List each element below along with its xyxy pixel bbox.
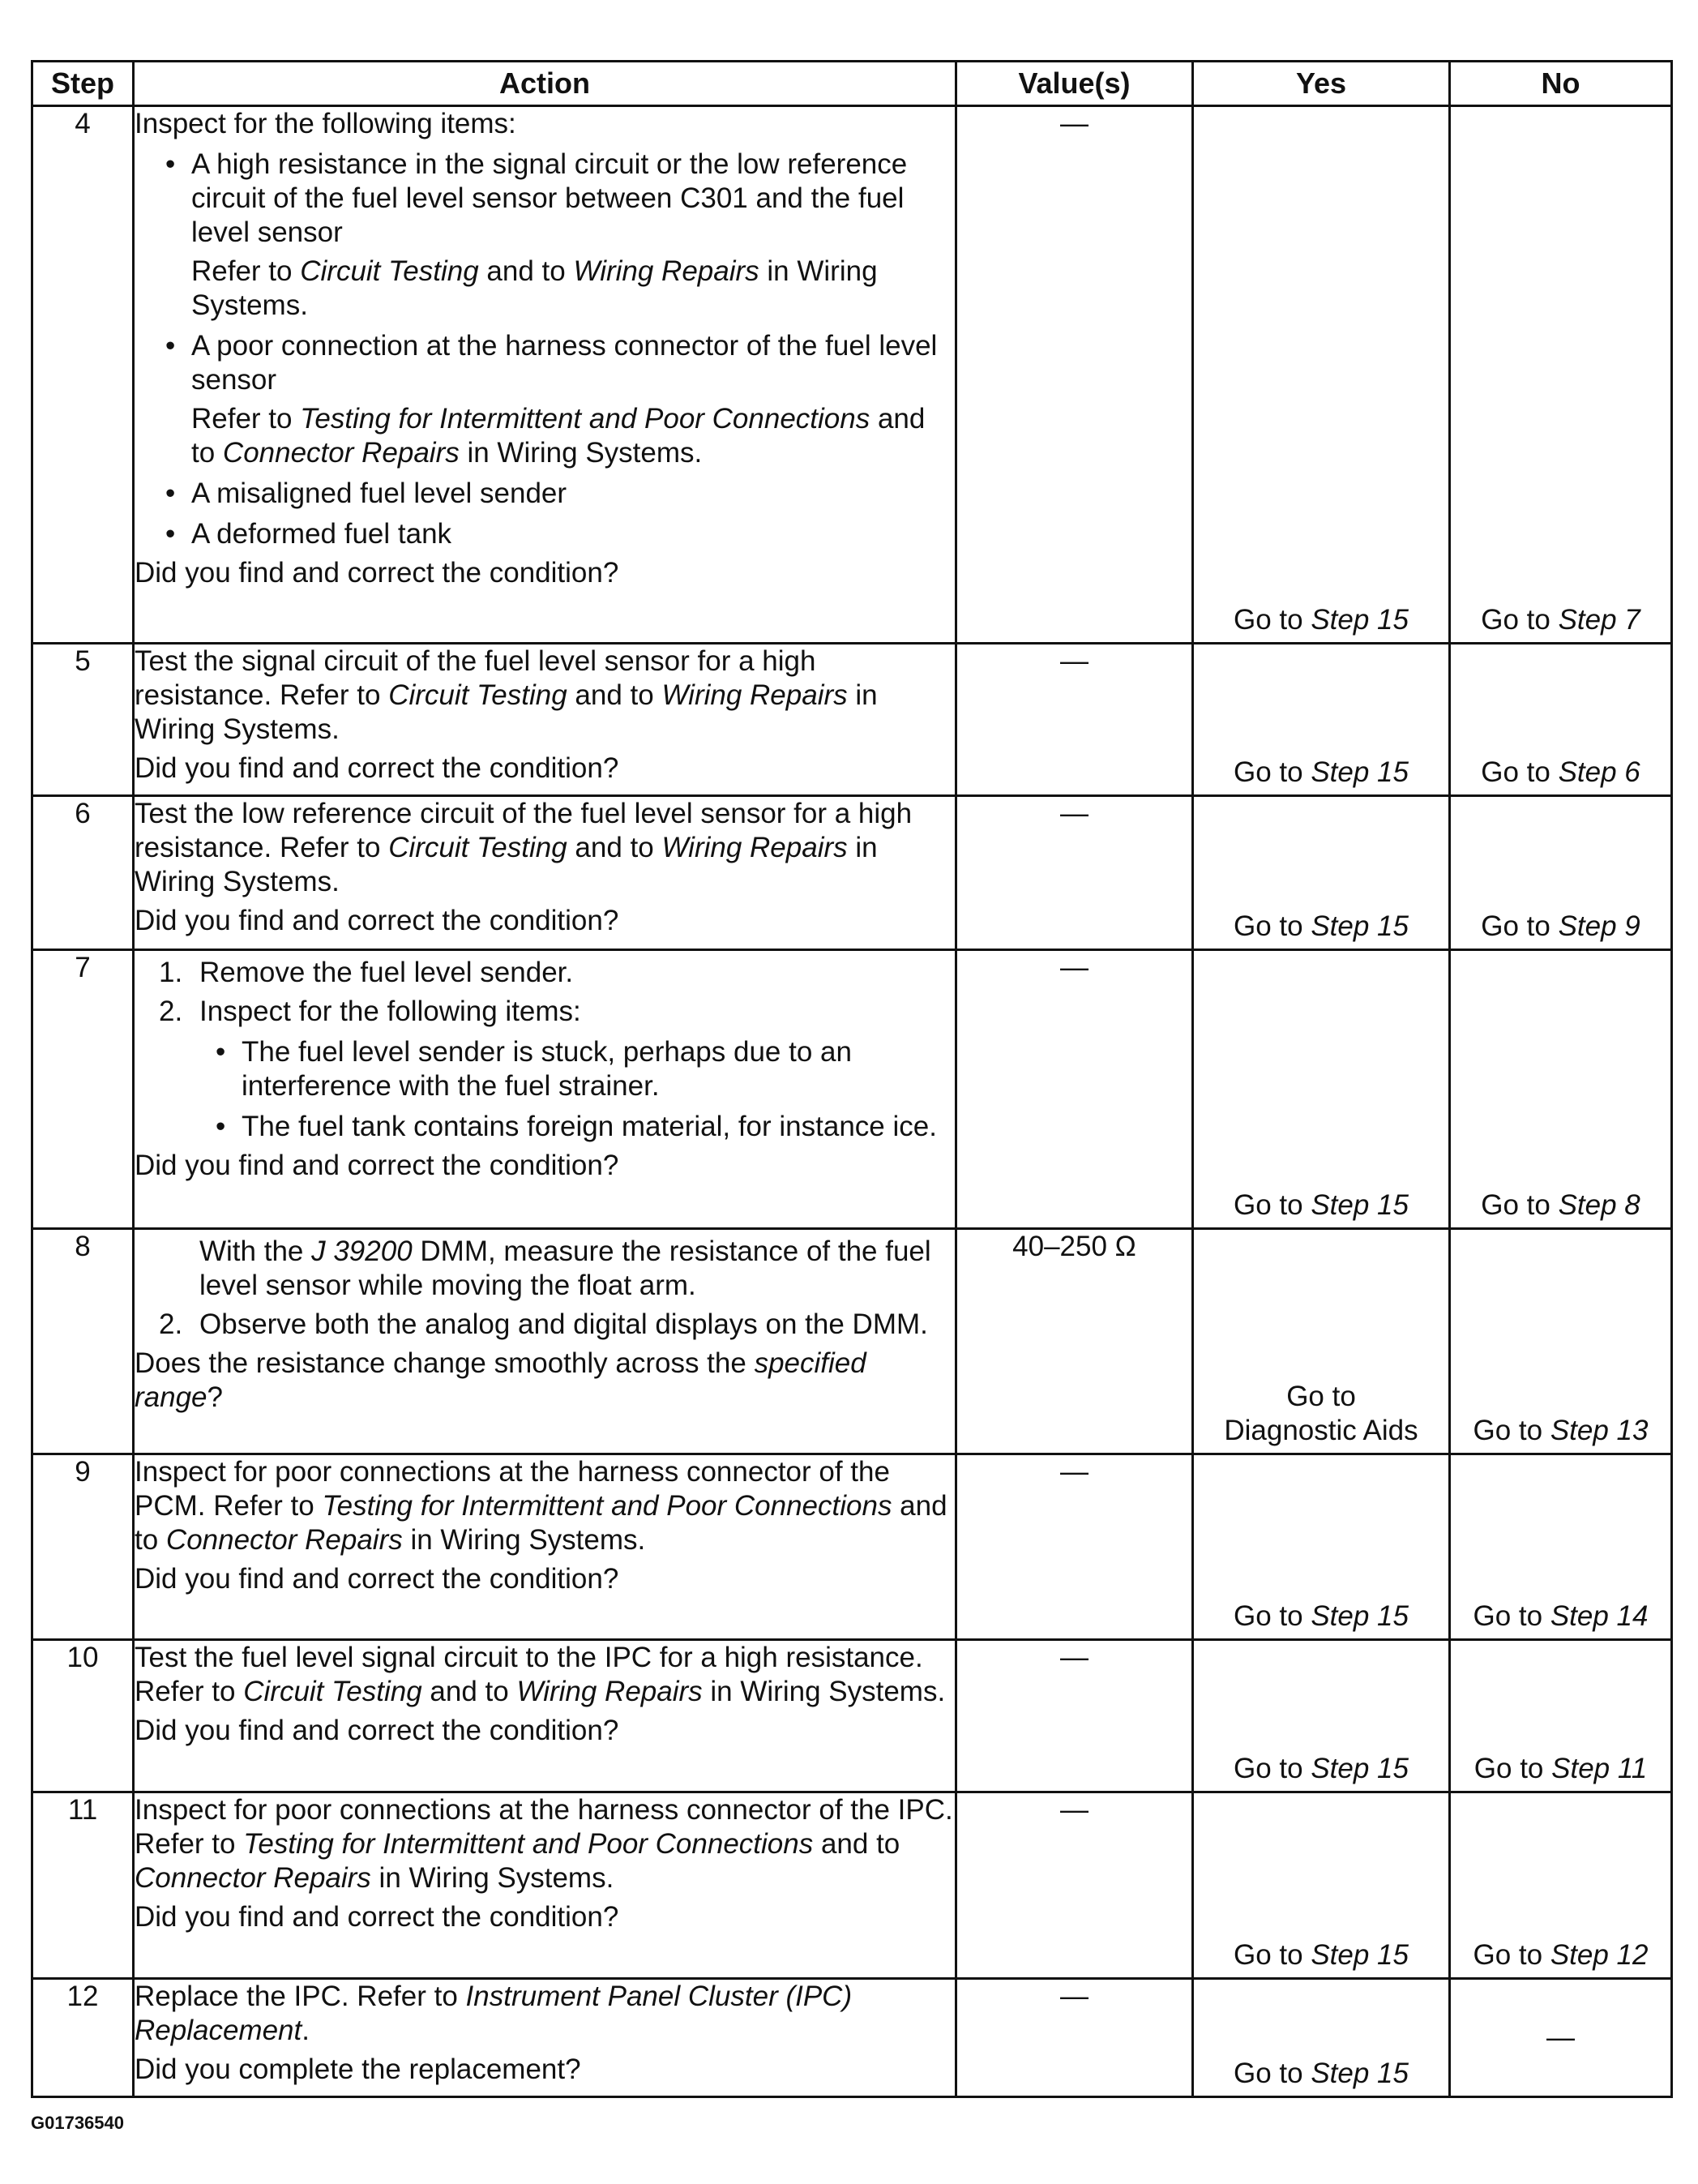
action-text <box>134 106 956 644</box>
list-item <box>135 329 955 397</box>
value-cell: — <box>956 1792 1193 1979</box>
bullet-text: A poor connection at the harness connector of the fuel level sensor <box>191 330 938 396</box>
no-cell: Go to Step 9 <box>1450 796 1672 950</box>
reference-link-text: Testing for Intermittent and Poor Connections <box>300 403 870 435</box>
no-cell: Go to Step 14 <box>1450 1454 1672 1640</box>
header-value: Value(s) <box>956 62 1193 106</box>
step-link-text: Step 13 <box>1550 1415 1649 1446</box>
step-number: 12 <box>32 1979 134 2097</box>
action-question: Did you find and correct the condition? <box>135 1901 619 1933</box>
step-link-text: Step 6 <box>1558 756 1640 788</box>
step-link-text: Step 15 <box>1311 756 1409 788</box>
action-text <box>134 1640 956 1792</box>
table-row <box>32 1454 1672 1640</box>
table-row <box>32 644 1672 796</box>
step-number: 7 <box>32 950 134 1229</box>
tool-number-text: J 39200 <box>311 1235 413 1267</box>
reference-link-text: Circuit Testing <box>388 679 567 711</box>
step-number: 6 <box>32 796 134 950</box>
header-action: Action <box>134 62 956 106</box>
step-link-text: Step 15 <box>1311 910 1409 942</box>
result-line: Go to <box>1286 1381 1356 1412</box>
step-number: 8 <box>32 1229 134 1454</box>
step-link-text: Step 15 <box>1311 604 1409 636</box>
step-link-text: Step 15 <box>1311 1189 1409 1221</box>
reference-link-text: Instrument Panel Cluster (IPC) Replacement <box>135 1981 853 2046</box>
diagnostic-table <box>31 60 1673 2098</box>
action-intro: Inspect for the following items: <box>135 108 516 139</box>
action-text <box>134 1792 956 1979</box>
step-link-text: Step 9 <box>1558 910 1640 942</box>
yes-cell: Go to Step 15 <box>1193 1979 1450 2097</box>
reference-link-text: Connector Repairs <box>135 1862 371 1894</box>
bullet-text: A high resistance in the signal circuit or the low reference circuit of the fuel level sensor between C301 and the fuel level sensor <box>191 148 908 248</box>
step-number: 11 <box>32 1792 134 1979</box>
list-item <box>135 517 955 551</box>
numbered-step-text: Remove the fuel level sender. <box>199 957 574 988</box>
action-question: Did you find and correct the condition? <box>135 905 619 936</box>
step-index: 1. <box>159 957 183 988</box>
step-link-text: Step 11 <box>1551 1753 1648 1784</box>
numbered-step <box>135 995 955 1029</box>
reference-link-text: Wiring Repairs <box>661 832 848 863</box>
action-question: Did you find and correct the condition? <box>135 1715 619 1746</box>
step-link-text: Step 14 <box>1550 1600 1649 1632</box>
numbered-step <box>135 1308 955 1342</box>
action-question: Does the resistance change smoothly across the specified range? <box>135 1347 866 1413</box>
numbered-step-text: Inspect for the following items: <box>199 996 581 1027</box>
list-item <box>135 1110 955 1144</box>
value-cell: — <box>956 1454 1193 1640</box>
value-cell: — <box>956 950 1193 1229</box>
step-number: 5 <box>32 644 134 796</box>
header-yes: Yes <box>1193 62 1450 106</box>
bullet-text: A misaligned fuel level sender <box>191 477 567 509</box>
reference-link-text: Wiring Repairs <box>573 255 759 287</box>
action-description: Test the signal circuit of the fuel level sensor for a high resistance. Refer to Circuit Testing and to Wiring Repairs in Wiring Systems. <box>135 645 878 745</box>
reference-link-text: Connector Repairs <box>222 437 460 469</box>
step-link-text: Step 7 <box>1558 604 1640 636</box>
step-number: 10 <box>32 1640 134 1792</box>
reference-note: Refer to Testing for Intermittent and Poor Connections and to Connector Repairs in Wiring Systems. <box>191 403 926 469</box>
bullet-text: A deformed fuel tank <box>191 518 452 550</box>
action-description: Test the fuel level signal circuit to the IPC for a high resistance. Refer to Circuit Testing and to Wiring Repairs in Wiring Systems. <box>135 1642 946 1707</box>
reference-link-text: Circuit Testing <box>388 832 567 863</box>
reference-link-text: Circuit Testing <box>243 1676 422 1707</box>
diagnostic-table-sheet <box>31 60 1670 2098</box>
table-row <box>32 1640 1672 1792</box>
action-question: Did you find and correct the condition? <box>135 752 619 784</box>
no-cell: Go to Step 7 <box>1450 106 1672 644</box>
table-row <box>32 796 1672 950</box>
value-cell: — <box>956 796 1193 950</box>
no-cell: Go to Step 11 <box>1450 1640 1672 1792</box>
action-question: Did you complete the replacement? <box>135 2053 581 2085</box>
reference-link-text: Wiring Repairs <box>661 679 848 711</box>
no-cell: Go to Step 6 <box>1450 644 1672 796</box>
action-text <box>134 1979 956 2097</box>
yes-cell <box>1193 1229 1450 1454</box>
step-link-text: Step 15 <box>1311 2058 1409 2089</box>
value-cell: — <box>956 644 1193 796</box>
yes-cell: Go to Step 15 <box>1193 950 1450 1229</box>
step-link-text: Step 15 <box>1311 1939 1409 1971</box>
list-item <box>135 477 955 511</box>
reference-link-text: Wiring Repairs <box>516 1676 703 1707</box>
value-cell: — <box>956 1979 1193 2097</box>
value-cell: — <box>956 1640 1193 1792</box>
bullet-text: The fuel tank contains foreign material, for instance ice. <box>242 1111 937 1142</box>
step-link-text: Step 8 <box>1558 1189 1640 1221</box>
list-item <box>135 148 955 250</box>
step-link-text: Step 15 <box>1311 1753 1409 1784</box>
step-link-text: Step 12 <box>1550 1939 1649 1971</box>
action-text <box>134 644 956 796</box>
no-cell: Go to Step 12 <box>1450 1792 1672 1979</box>
action-question: Did you find and correct the condition? <box>135 557 619 589</box>
action-question: Did you find and correct the condition? <box>135 1150 619 1181</box>
yes-cell: Go to Step 15 <box>1193 644 1450 796</box>
result-dash: — <box>1546 2021 1575 2053</box>
header-no: No <box>1450 62 1672 106</box>
yes-cell: Go to Step 15 <box>1193 1640 1450 1792</box>
bullet-text: The fuel level sender is stuck, perhaps due to an interference with the fuel strainer. <box>242 1036 852 1102</box>
action-text <box>134 1454 956 1640</box>
value-cell: 40–250 Ω <box>956 1229 1193 1454</box>
action-text <box>134 950 956 1229</box>
table-row <box>32 1229 1672 1454</box>
numbered-step <box>135 956 955 990</box>
numbered-step-text: Observe both the analog and digital displays on the DMM. <box>199 1308 928 1340</box>
action-description: Inspect for poor connections at the harness connector of the IPC. Refer to Testing for Intermittent and Poor Connections and to Connector Repairs in Wiring Systems. <box>135 1794 953 1894</box>
reference-link-text: Connector Repairs <box>165 1524 403 1556</box>
table-row <box>32 106 1672 644</box>
yes-cell: Go to Step 15 <box>1193 1454 1450 1640</box>
figure-id: G01736540 <box>31 2113 124 2133</box>
result-line: Diagnostic Aids <box>1224 1415 1418 1446</box>
list-item <box>135 1035 955 1103</box>
action-text <box>134 1229 956 1454</box>
no-cell: Go to Step 8 <box>1450 950 1672 1229</box>
header-step: Step <box>32 62 134 106</box>
header-row <box>32 62 1672 106</box>
reference-note: Refer to Circuit Testing and to Wiring Repairs in Wiring Systems. <box>191 255 878 321</box>
no-cell: Go to Step 13 <box>1450 1229 1672 1454</box>
step-number: 9 <box>32 1454 134 1640</box>
reference-link-text: Testing for Intermittent and Poor Connections <box>243 1828 814 1860</box>
reference-link-text: Testing for Intermittent and Poor Connections <box>322 1490 892 1522</box>
table-row <box>32 1979 1672 2097</box>
step-link-text: Step 15 <box>1311 1600 1409 1632</box>
action-text <box>134 796 956 950</box>
table-row <box>32 950 1672 1229</box>
action-question: Did you find and correct the condition? <box>135 1563 619 1595</box>
no-cell <box>1450 1979 1672 2097</box>
action-description: Inspect for poor connections at the harness connector of the PCM. Refer to Testing for Intermittent and Poor Connections and to Connector Repairs in Wiring Systems. <box>135 1456 947 1556</box>
reference-link-text: Circuit Testing <box>300 255 479 287</box>
table-row <box>32 1792 1672 1979</box>
step-number: 4 <box>32 106 134 644</box>
step-index: 2. <box>159 1308 183 1340</box>
yes-cell: Go to Step 15 <box>1193 106 1450 644</box>
value-cell: — <box>956 106 1193 644</box>
step-index: 2. <box>159 996 183 1027</box>
numbered-step: With the J 39200 DMM, measure the resistance of the fuel level sensor while moving the float arm. <box>199 1235 931 1301</box>
yes-cell: Go to Step 15 <box>1193 1792 1450 1979</box>
action-description: Test the low reference circuit of the fuel level sensor for a high resistance. Refer to Circuit Testing and to Wiring Repairs in Wiring Systems. <box>135 798 913 897</box>
yes-cell: Go to Step 15 <box>1193 796 1450 950</box>
action-description: Replace the IPC. Refer to Instrument Panel Cluster (IPC) Replacement. <box>135 1981 853 2046</box>
